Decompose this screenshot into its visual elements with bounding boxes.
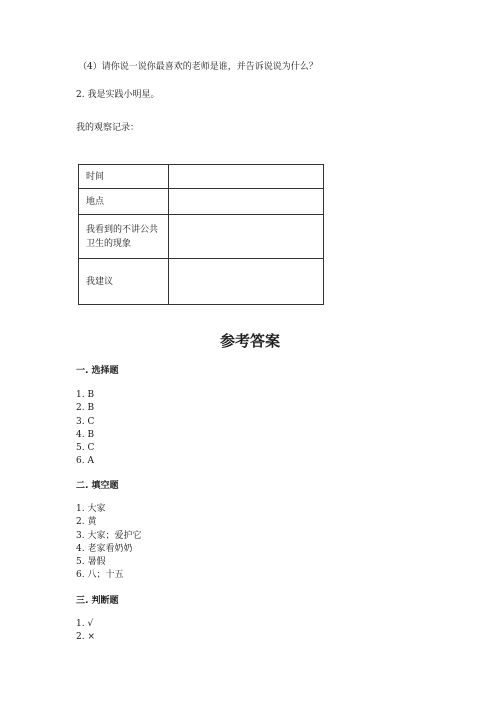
list-item: 3. C	[76, 416, 95, 427]
section-heading-true-false: 三. 判断题	[76, 596, 119, 606]
list-item: 6. A	[76, 456, 94, 467]
list-item: 2. 黄	[76, 517, 97, 528]
list-item: 4. 老家看奶奶	[76, 543, 133, 554]
table-row	[79, 259, 324, 305]
row-value-place	[169, 189, 324, 215]
list-item: 1. √	[76, 619, 94, 629]
row-label-observation-line-1: 我看到的不讲公共	[86, 224, 159, 235]
row-value-time	[169, 165, 324, 189]
observation-record-label: 我的观察记录：	[76, 123, 140, 133]
row-label-time: 时间	[79, 165, 169, 189]
answer-key-title: 参考答案	[219, 332, 280, 350]
section-heading-fill-blank: 二. 填空题	[76, 481, 119, 491]
row-value-suggestion	[169, 259, 324, 305]
row-label-observation-line-2: 卫生的现象	[86, 238, 132, 249]
table-row	[79, 189, 324, 215]
list-item: 1. B	[76, 390, 95, 400]
question-2-heading: 2. 我是实践小明星。	[76, 90, 160, 100]
row-label-place: 地点	[79, 189, 169, 215]
true-false-answer-list	[76, 618, 95, 645]
list-item: 3. 大家；爱护它	[76, 530, 142, 541]
table-row	[79, 215, 324, 259]
table-row	[79, 165, 324, 189]
choice-answer-list	[76, 389, 94, 469]
list-item: 2. ×	[76, 632, 95, 643]
section-heading-choice: 一. 选择题	[76, 366, 119, 376]
list-item: 4. B	[76, 429, 95, 440]
list-item: 5. C	[76, 443, 95, 454]
list-item: 5. 暑假	[76, 557, 106, 568]
list-item: 6. 八；十五	[76, 570, 124, 581]
row-label-observation	[79, 215, 169, 259]
observation-table	[78, 164, 324, 305]
list-item: 1. 大家	[76, 504, 106, 514]
fill-blank-answer-list	[76, 503, 141, 583]
question-4-prompt: （4）请你说一说你最喜欢的老师是谁，并告诉说说为什么？	[78, 62, 318, 72]
list-item: 2. B	[76, 403, 95, 414]
row-value-observation	[169, 215, 324, 259]
row-label-suggestion: 我建议	[79, 259, 169, 305]
